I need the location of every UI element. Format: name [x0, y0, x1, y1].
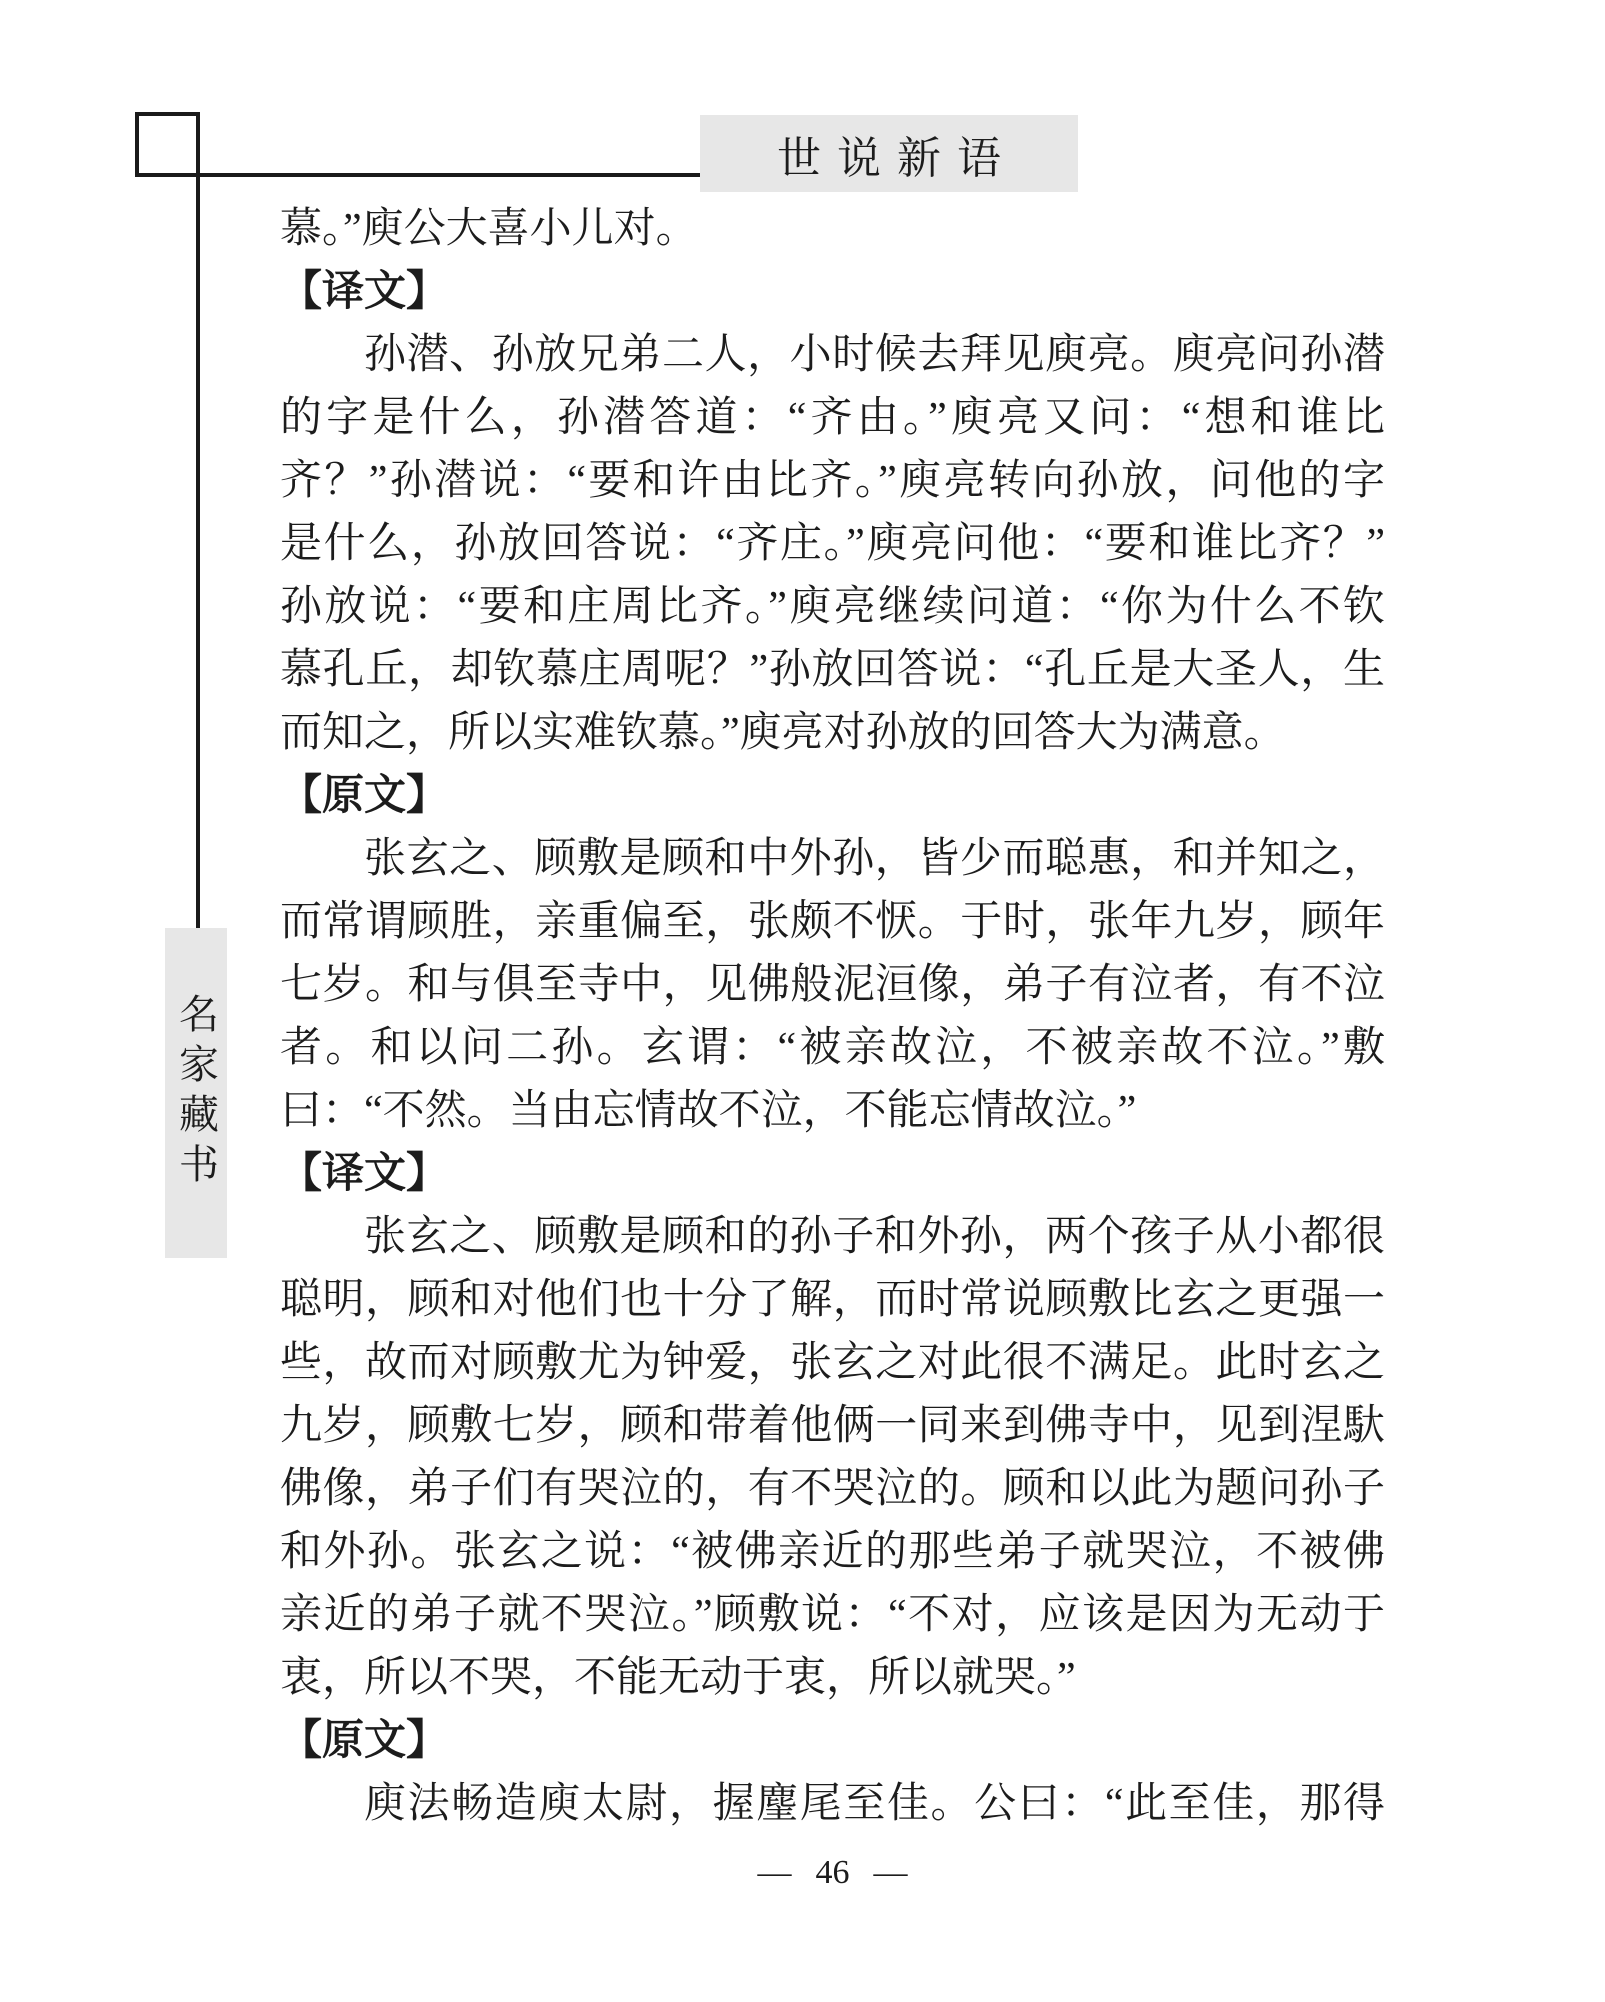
text-line: 而常谓顾胜，亲重偏至，张颇不恹。于时，张年九岁，顾年 — [280, 899, 1385, 945]
text-line: 齐？”孙潜说：“要和许由比齐。”庾亮转向孙放，问他的字 — [280, 458, 1385, 504]
page-body — [280, 198, 1385, 1836]
text-line: 孙放说：“要和庄周比齐。”庾亮继续问道：“你为什么不钦 — [280, 584, 1385, 630]
text-line: 张玄之、顾敷是顾和的孙子和外孙，两个孩子从小都很 — [364, 1214, 1385, 1260]
text-line: 孙潜、孙放兄弟二人，小时候去拜见庾亮。庾亮问孙潜 — [364, 332, 1385, 378]
collection-label: 名家藏书 — [173, 993, 219, 1193]
footer-dash-left: — — [757, 1854, 792, 1891]
text-line: 庾法畅造庾太尉，握麈尾至佳。公曰：“此至佳，那得 — [364, 1781, 1385, 1827]
text-line: 的字是什么，孙潜答道：“齐由。”庾亮又问：“想和谁比 — [280, 395, 1385, 441]
footer-dash-right: — — [873, 1854, 908, 1891]
text-line: 是什么，孙放回答说：“齐庄。”庾亮问他：“要和谁比齐？” — [280, 521, 1385, 567]
page-number: 46 — [815, 1854, 850, 1891]
header-rule — [198, 173, 700, 177]
page-footer — [280, 1845, 1385, 1901]
text-line: 亲近的弟子就不哭泣。”顾敷说：“不对，应该是因为无动于 — [280, 1592, 1385, 1638]
section-heading: 【译文】 — [280, 1151, 449, 1197]
section-heading: 【原文】 — [280, 773, 449, 819]
text-line: 张玄之、顾敷是顾和中外孙，皆少而聪惠，和并知之， — [364, 836, 1385, 882]
running-head — [700, 115, 1078, 192]
text-line: 衷，所以不哭，不能无动于衷，所以就哭。” — [280, 1655, 1076, 1701]
text-line: 聪明，顾和对他们也十分了解，而时常说顾敷比玄之更强一 — [280, 1277, 1385, 1323]
text-line: 慕孔丘，却钦慕庄周呢？”孙放回答说：“孔丘是大圣人，生 — [280, 647, 1385, 693]
text-line: 而知之，所以实难钦慕。”庾亮对孙放的回答大为满意。 — [280, 710, 1286, 756]
section-heading: 【原文】 — [280, 1718, 449, 1764]
corner-ornament-box — [135, 112, 200, 177]
text-line: 曰：“不然。当由忘情故不泣，不能忘情故泣。” — [280, 1088, 1137, 1134]
text-line: 些，故而对顾敷尤为钟爱，张玄之对此很不满足。此时玄之 — [280, 1340, 1385, 1386]
section-heading: 【译文】 — [280, 269, 449, 315]
text-line: 佛像，弟子们有哭泣的，有不哭泣的。顾和以此为题问孙子 — [280, 1466, 1385, 1512]
text-line: 和外孙。张玄之说：“被佛亲近的那些弟子就哭泣，不被佛 — [280, 1529, 1385, 1575]
text-line: 慕。”庾公大喜小儿对。 — [280, 206, 698, 252]
text-line: 九岁，顾敷七岁，顾和带着他俩一同来到佛寺中，见到涅馱 — [280, 1403, 1385, 1449]
margin-rule — [196, 112, 200, 928]
text-line: 七岁。和与俱至寺中，见佛般泥洹像，弟子有泣者，有不泣 — [280, 962, 1385, 1008]
collection-banner — [165, 928, 227, 1258]
text-line: 者。和以问二孙。玄谓：“被亲故泣，不被亲故不泣。”敷 — [280, 1025, 1385, 1071]
book-title: 世说新语 — [777, 133, 1017, 183]
